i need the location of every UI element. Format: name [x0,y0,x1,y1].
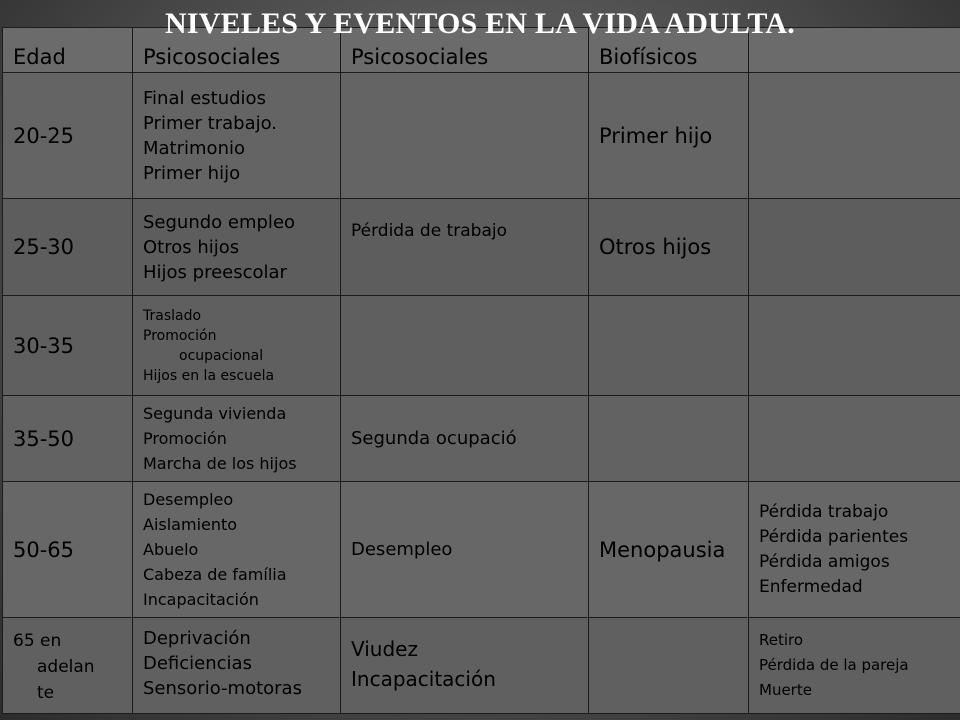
psicosocial-events-cell-2: Segunda ocupació [341,396,589,482]
header-edad: Edad [3,28,133,73]
table-row [3,296,960,396]
psicosocial-events-cell-2: Viudez Incapacitación [341,618,589,714]
psicosocial-events-cell: Desempleo Aislamiento Abuelo Cabeza de família Incapacitación [133,482,341,618]
biofisicos-cell: Otros hijos [589,199,749,296]
age-cell: 25-30 [3,199,133,296]
table-row [3,73,960,199]
age-cell: 50-65 [3,482,133,618]
biofisicos-cell [589,618,749,714]
table-row [3,199,960,296]
extra-cell [749,73,960,199]
table-row [3,618,960,714]
psicosocial-events-cell-2 [341,296,589,396]
psicosocial-events-cell-2 [341,73,589,199]
biofisicos-cell [589,296,749,396]
slide-title: NIVELES Y EVENTOS EN LA VIDA ADULTA. [165,7,795,40]
extra-cell [749,199,960,296]
biofisicos-cell [589,396,749,482]
table-row [3,482,960,618]
life-events-table [2,27,960,714]
extra-events-cell: Pérdida trabajo Pérdida parientes Pérdida amigos Enfermedad [749,482,960,618]
age-cell: 35-50 [3,396,133,482]
psicosocial-events-cell-2: Desempleo [341,482,589,618]
extra-events-cell: Retiro Pérdida de la pareja Muerte [749,618,960,714]
psicosocial-events-cell: Final estudios Primer trabajo. Matrimonio Primer hijo [133,73,341,199]
header-psicosociales-2: Psicosociales [341,28,589,73]
psicosocial-events-cell: Traslado Promoción ocupacional Hijos en la escuela [133,296,341,396]
biofisicos-cell: Primer hijo [589,73,749,199]
table-row [3,396,960,482]
psicosocial-events-cell: Deprivación Deficiencias Sensorio-motoras [133,618,341,714]
age-cell: 20-25 [3,73,133,199]
psicosocial-events-cell: Segunda vivienda Promoción Marcha de los hijos [133,396,341,482]
age-cell: 65 en adelan te [3,618,133,714]
header-biofisicos: Biofísicos [589,28,749,73]
extra-cell [749,396,960,482]
age-cell: 30-35 [3,296,133,396]
psicosocial-events-cell: Segundo empleo Otros hijos Hijos preescolar [133,199,341,296]
header-psicosociales-1: Psicosociales [133,28,341,73]
psicosocial-events-cell-2: Pérdida de trabajo [341,199,589,296]
biofisicos-cell: Menopausia [589,482,749,618]
extra-cell [749,296,960,396]
